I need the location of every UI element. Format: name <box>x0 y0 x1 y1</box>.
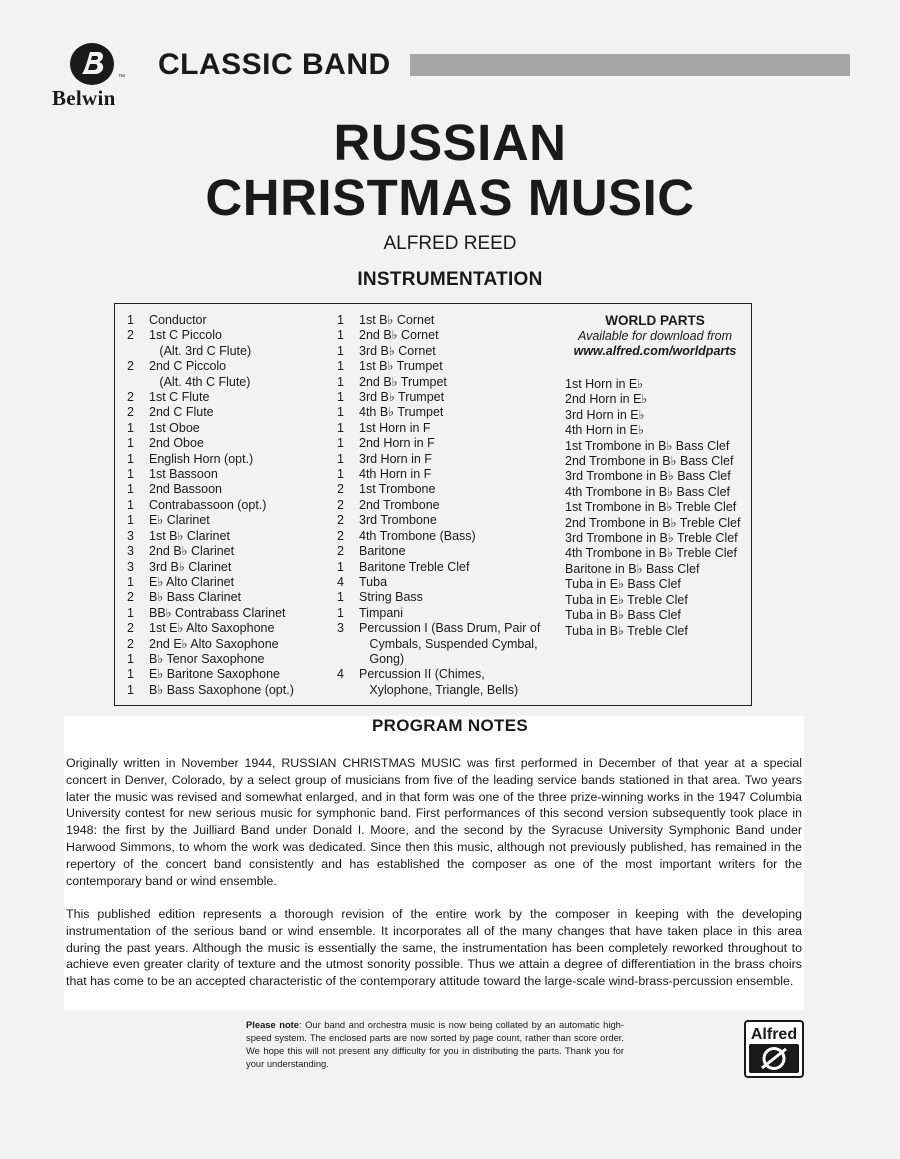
instrument-row <box>127 606 294 621</box>
note-label: Please note <box>246 1019 300 1030</box>
instrument-row <box>127 452 294 467</box>
instrument-name: Timpani <box>359 605 403 620</box>
instrument-name: 1st Oboe <box>149 420 200 435</box>
instrument-name: 4th B♭ Trumpet <box>359 405 444 420</box>
instrument-name: Percussion II (Chimes, <box>359 667 485 682</box>
program-notes-paragraph-2: This published edition represents a thorough revision of the entire work by the composer in keeping with the developing instrumentation of the serious band or wind ensemble. It incorporates all of the many changes that have taken place in this area during the past years. Although the music is essentially the same, the instrumentation has been completely reworked throughout to achieve even greater clarity of texture and the utmost sonority possible. Thus we attain a degree of differentiation in the brass choirs that has come to be an accepted characteristic of the contemporary attitude toward the large-scale wind-brass-percussion ensemble. <box>66 907 802 989</box>
instrumentation-heading: INSTRUMENTATION <box>357 269 543 290</box>
instrument-quantity: 3 <box>127 544 134 559</box>
instrument-row <box>337 683 540 698</box>
instrument-quantity: 1 <box>337 559 344 574</box>
instrument-name: B♭ Bass Saxophone (opt.) <box>149 682 294 697</box>
instrument-row <box>337 467 540 482</box>
instrument-quantity: 2 <box>337 482 344 497</box>
instrument-row <box>127 375 294 390</box>
instrument-quantity: 2 <box>127 359 134 374</box>
instrument-name: 1st C Flute <box>149 390 210 405</box>
instrument-row <box>127 667 294 682</box>
instrument-quantity: 2 <box>337 497 344 512</box>
instrument-quantity: 4 <box>337 574 344 589</box>
instrument-row <box>127 590 294 605</box>
world-part-item: Tuba in B♭ Bass Clef <box>565 608 681 623</box>
instrument-row <box>337 421 540 436</box>
instrument-quantity: 1 <box>337 605 344 620</box>
world-part-item: 3rd Trombone in B♭ Treble Clef <box>565 531 738 546</box>
instrument-name: 2nd Oboe <box>149 436 204 451</box>
world-part-item: Baritone in B♭ Bass Clef <box>565 561 700 576</box>
instrument-name: B♭ Bass Clarinet <box>149 590 242 605</box>
instrument-quantity: 2 <box>127 405 134 420</box>
world-parts-list <box>565 377 745 639</box>
instrument-row <box>337 590 540 605</box>
instrument-name: 3rd B♭ Trumpet <box>359 390 445 405</box>
instrument-name: 2nd C Piccolo <box>149 359 227 374</box>
instrument-row <box>337 637 540 652</box>
instrument-row <box>337 498 540 513</box>
instrument-quantity: 3 <box>127 559 134 574</box>
world-part-item: 2nd Horn in E♭ <box>565 392 648 407</box>
instrument-quantity: 1 <box>337 359 344 374</box>
instrument-quantity: 1 <box>337 390 344 405</box>
instrument-name: 4th Trombone (Bass) <box>359 528 476 543</box>
instrument-name: 2nd E♭ Alto Saxophone <box>149 636 279 651</box>
instrument-quantity: 1 <box>127 467 134 482</box>
instrument-row <box>337 575 540 590</box>
instrument-row <box>127 575 294 590</box>
instrument-row <box>337 375 540 390</box>
instrument-quantity: 1 <box>337 405 344 420</box>
instrument-row <box>337 359 540 374</box>
instrument-row <box>127 621 294 636</box>
instrument-name: E♭ Baritone Saxophone <box>149 667 280 682</box>
world-parts-subtitle: Available for download from <box>577 329 733 343</box>
instrument-name: 1st C Piccolo <box>149 328 222 343</box>
instrument-name: Conductor <box>149 313 207 327</box>
instrument-quantity: 1 <box>337 343 344 358</box>
instrument-quantity: 3 <box>337 621 344 636</box>
world-part-item: 4th Trombone in B♭ Bass Clef <box>565 484 731 499</box>
world-part-item: Tuba in E♭ Bass Clef <box>565 577 681 592</box>
instrument-name: 2nd B♭ Clarinet <box>149 544 235 559</box>
world-part-item: 1st Horn in E♭ <box>565 377 644 391</box>
instrument-quantity: 1 <box>337 467 344 482</box>
instrument-quantity: 1 <box>127 667 134 682</box>
title-line-1: RUSSIAN <box>333 114 567 171</box>
instrument-row <box>337 621 540 636</box>
instrument-row <box>127 313 294 328</box>
instrument-name: Baritone <box>359 544 406 559</box>
instrument-quantity: 1 <box>337 436 344 451</box>
instrumentation-box <box>114 303 752 706</box>
instrument-row <box>127 467 294 482</box>
instrumentation-column-1 <box>127 313 294 698</box>
instrument-row <box>337 328 540 343</box>
world-part-item: 3rd Trombone in B♭ Bass Clef <box>565 469 731 484</box>
program-notes-heading: PROGRAM NOTES <box>372 716 528 735</box>
instrument-name: (Alt. 3rd C Flute) <box>149 343 252 358</box>
instrument-name: String Bass <box>359 590 423 605</box>
trademark-icon: ™ <box>118 74 125 81</box>
instrument-row <box>337 529 540 544</box>
title-line-2: CHRISTMAS MUSIC <box>205 169 695 226</box>
instrument-row <box>127 405 294 420</box>
instrument-quantity <box>337 683 359 698</box>
instrument-row <box>127 560 294 575</box>
instrument-name: 3rd Trombone <box>359 513 437 528</box>
instrument-name: Gong) <box>359 651 405 666</box>
instrument-row <box>337 344 540 359</box>
instrument-row <box>127 344 294 359</box>
belwin-b-emblem-icon <box>68 40 116 88</box>
instrument-row <box>127 544 294 559</box>
instrument-name: 2nd Horn in F <box>359 436 435 451</box>
instrument-row <box>337 667 540 682</box>
instrument-name: Percussion I (Bass Drum, Pair of <box>359 621 541 636</box>
instrument-row <box>337 560 540 575</box>
instrument-name: 2nd B♭ Trumpet <box>359 374 447 389</box>
instrument-name: Baritone Treble Clef <box>359 559 470 574</box>
instrument-name: 2nd Trombone <box>359 497 440 512</box>
instrument-row <box>127 359 294 374</box>
instrument-row <box>337 390 540 405</box>
composer-name: ALFRED REED <box>383 233 517 254</box>
instrument-name: B♭ Tenor Saxophone <box>149 651 265 666</box>
instrument-quantity: 2 <box>127 636 134 651</box>
instrument-name: 3rd B♭ Clarinet <box>149 559 232 574</box>
world-part-item: Tuba in E♭ Treble Clef <box>565 592 688 607</box>
instrument-quantity: 1 <box>127 682 134 697</box>
instrument-quantity: 1 <box>337 420 344 435</box>
world-part-item: 4th Trombone in B♭ Treble Clef <box>565 546 737 561</box>
instrument-name: 1st B♭ Clarinet <box>149 528 230 543</box>
instrument-quantity: 2 <box>337 513 344 528</box>
instrument-quantity: 2 <box>337 528 344 543</box>
instrument-quantity: 1 <box>127 482 134 497</box>
instrument-name: 1st B♭ Trumpet <box>359 359 443 374</box>
instrument-quantity: 1 <box>127 605 134 620</box>
world-part-item: 2nd Trombone in B♭ Treble Clef <box>565 515 741 530</box>
instrument-name: 1st Horn in F <box>359 420 431 435</box>
world-part-item: 2nd Trombone in B♭ Bass Clef <box>565 454 734 469</box>
instrument-row <box>127 328 294 343</box>
instrument-name: 1st B♭ Cornet <box>359 313 435 327</box>
world-part-item: 4th Horn in E♭ <box>565 423 644 438</box>
instrument-quantity <box>127 344 149 359</box>
instrument-quantity: 2 <box>127 621 134 636</box>
instrument-row <box>127 390 294 405</box>
instrument-name: E♭ Clarinet <box>149 513 210 528</box>
instrument-row <box>337 544 540 559</box>
instrument-row <box>337 405 540 420</box>
instrument-row <box>337 606 540 621</box>
instrument-quantity: 1 <box>337 590 344 605</box>
instrument-quantity: 1 <box>337 451 344 466</box>
series-name: CLASSIC BAND <box>158 48 391 81</box>
instrument-row <box>127 683 294 698</box>
instrument-row <box>127 652 294 667</box>
instrument-quantity: 1 <box>127 574 134 589</box>
instrument-quantity: 1 <box>127 420 134 435</box>
instrument-row <box>127 421 294 436</box>
instrument-name: 3rd B♭ Cornet <box>359 343 436 358</box>
instrument-name: 4th Horn in F <box>359 467 432 482</box>
instrument-name: Tuba <box>359 574 388 589</box>
instrument-quantity <box>337 652 359 667</box>
instrument-row <box>337 436 540 451</box>
world-part-item: 1st Trombone in B♭ Treble Clef <box>565 500 737 515</box>
instrument-name: Xylophone, Triangle, Bells) <box>359 682 519 697</box>
instrument-quantity: 1 <box>337 328 344 343</box>
instrument-quantity: 1 <box>127 513 134 528</box>
world-parts-url[interactable]: www.alfred.com/worldparts <box>573 344 737 358</box>
world-part-item: Tuba in B♭ Treble Clef <box>565 623 688 638</box>
instrument-name: Contrabassoon (opt.) <box>149 497 267 512</box>
instrument-name: Cymbals, Suspended Cymbal, <box>359 636 538 651</box>
instrument-quantity: 1 <box>337 313 344 327</box>
series-bar <box>410 54 850 76</box>
instrument-row <box>337 652 540 667</box>
note-text: : Our band and orchestra music is now being collated by an automatic high-speed system. The enclosed parts are now sorted by page count, rather than score order. We hope this will not present any difficulty for you in distributing the parts. Thank you for your understanding. <box>246 1019 624 1069</box>
instrument-row <box>127 637 294 652</box>
instrument-row <box>127 436 294 451</box>
instrument-name: English Horn (opt.) <box>149 451 254 466</box>
instrument-name: E♭ Alto Clarinet <box>149 574 235 589</box>
instrument-quantity <box>127 375 149 390</box>
instrument-quantity: 1 <box>127 451 134 466</box>
instrument-row <box>127 482 294 497</box>
instrument-row <box>127 498 294 513</box>
world-parts-column <box>565 313 745 639</box>
alfred-logo-text: Alfred <box>750 1026 798 1043</box>
instrument-row <box>337 313 540 328</box>
instrument-name: BB♭ Contrabass Clarinet <box>149 605 286 620</box>
world-parts-title: WORLD PARTS <box>605 313 705 328</box>
instrument-quantity <box>337 637 359 652</box>
instrument-quantity: 4 <box>337 667 344 682</box>
instrument-row <box>337 482 540 497</box>
instrument-row <box>337 452 540 467</box>
instrument-quantity: 2 <box>127 590 134 605</box>
instrument-quantity: 2 <box>337 544 344 559</box>
instrument-quantity: 3 <box>127 528 134 543</box>
instrument-name: 2nd C Flute <box>149 405 214 420</box>
instrument-name: 3rd Horn in F <box>359 451 432 466</box>
instrument-name: (Alt. 4th C Flute) <box>149 374 251 389</box>
instrument-name: 1st Trombone <box>359 482 436 497</box>
piece-title <box>0 115 900 225</box>
instrument-row <box>127 513 294 528</box>
world-part-item: 3rd Horn in E♭ <box>565 407 645 422</box>
belwin-logo <box>52 38 152 110</box>
instrument-name: 2nd B♭ Cornet <box>359 328 439 343</box>
instrument-name: 1st E♭ Alto Saxophone <box>149 621 275 636</box>
instrumentation-column-2 <box>337 313 540 698</box>
world-part-item: 1st Trombone in B♭ Bass Clef <box>565 438 730 453</box>
instrument-quantity: 1 <box>127 436 134 451</box>
instrument-row <box>127 529 294 544</box>
instrument-quantity: 1 <box>127 313 134 327</box>
instrument-name: 2nd Bassoon <box>149 482 222 497</box>
alfred-logo-icon <box>744 1020 804 1078</box>
collation-note <box>246 1018 624 1070</box>
instrument-quantity: 2 <box>127 390 134 405</box>
belwin-wordmark: Belwin <box>52 86 116 110</box>
instrument-quantity: 2 <box>127 328 134 343</box>
instrument-quantity: 1 <box>127 497 134 512</box>
instrument-name: 1st Bassoon <box>149 467 218 482</box>
instrument-quantity: 1 <box>337 374 344 389</box>
instrument-row <box>337 513 540 528</box>
program-notes-paragraph-1: Originally written in November 1944, RUSSIAN CHRISTMAS MUSIC was first performed in December of that year at a special concert in Denver, Colorado, by a select group of musicians from five of the leading service bands stationed in that area. Two years later the music was revised and somewhat enlarged, and in that form was one of the three prize-winning works in the 1947 Columbia University contest for new serious music for symphonic band. First performances of this second version subsequently took place in 1948: the first by the Juilliard Band under Donald I. Moore, and the second by the Syracuse University Symphonic Band under Harwood Simmons, to whom the work was dedicated. Since then this music, although not previously published, has remained in the repertory of the concert band consistently and has established the composer as one of the most important writers for the contemporary band or wind ensemble. <box>66 756 802 888</box>
instrument-quantity: 1 <box>127 651 134 666</box>
